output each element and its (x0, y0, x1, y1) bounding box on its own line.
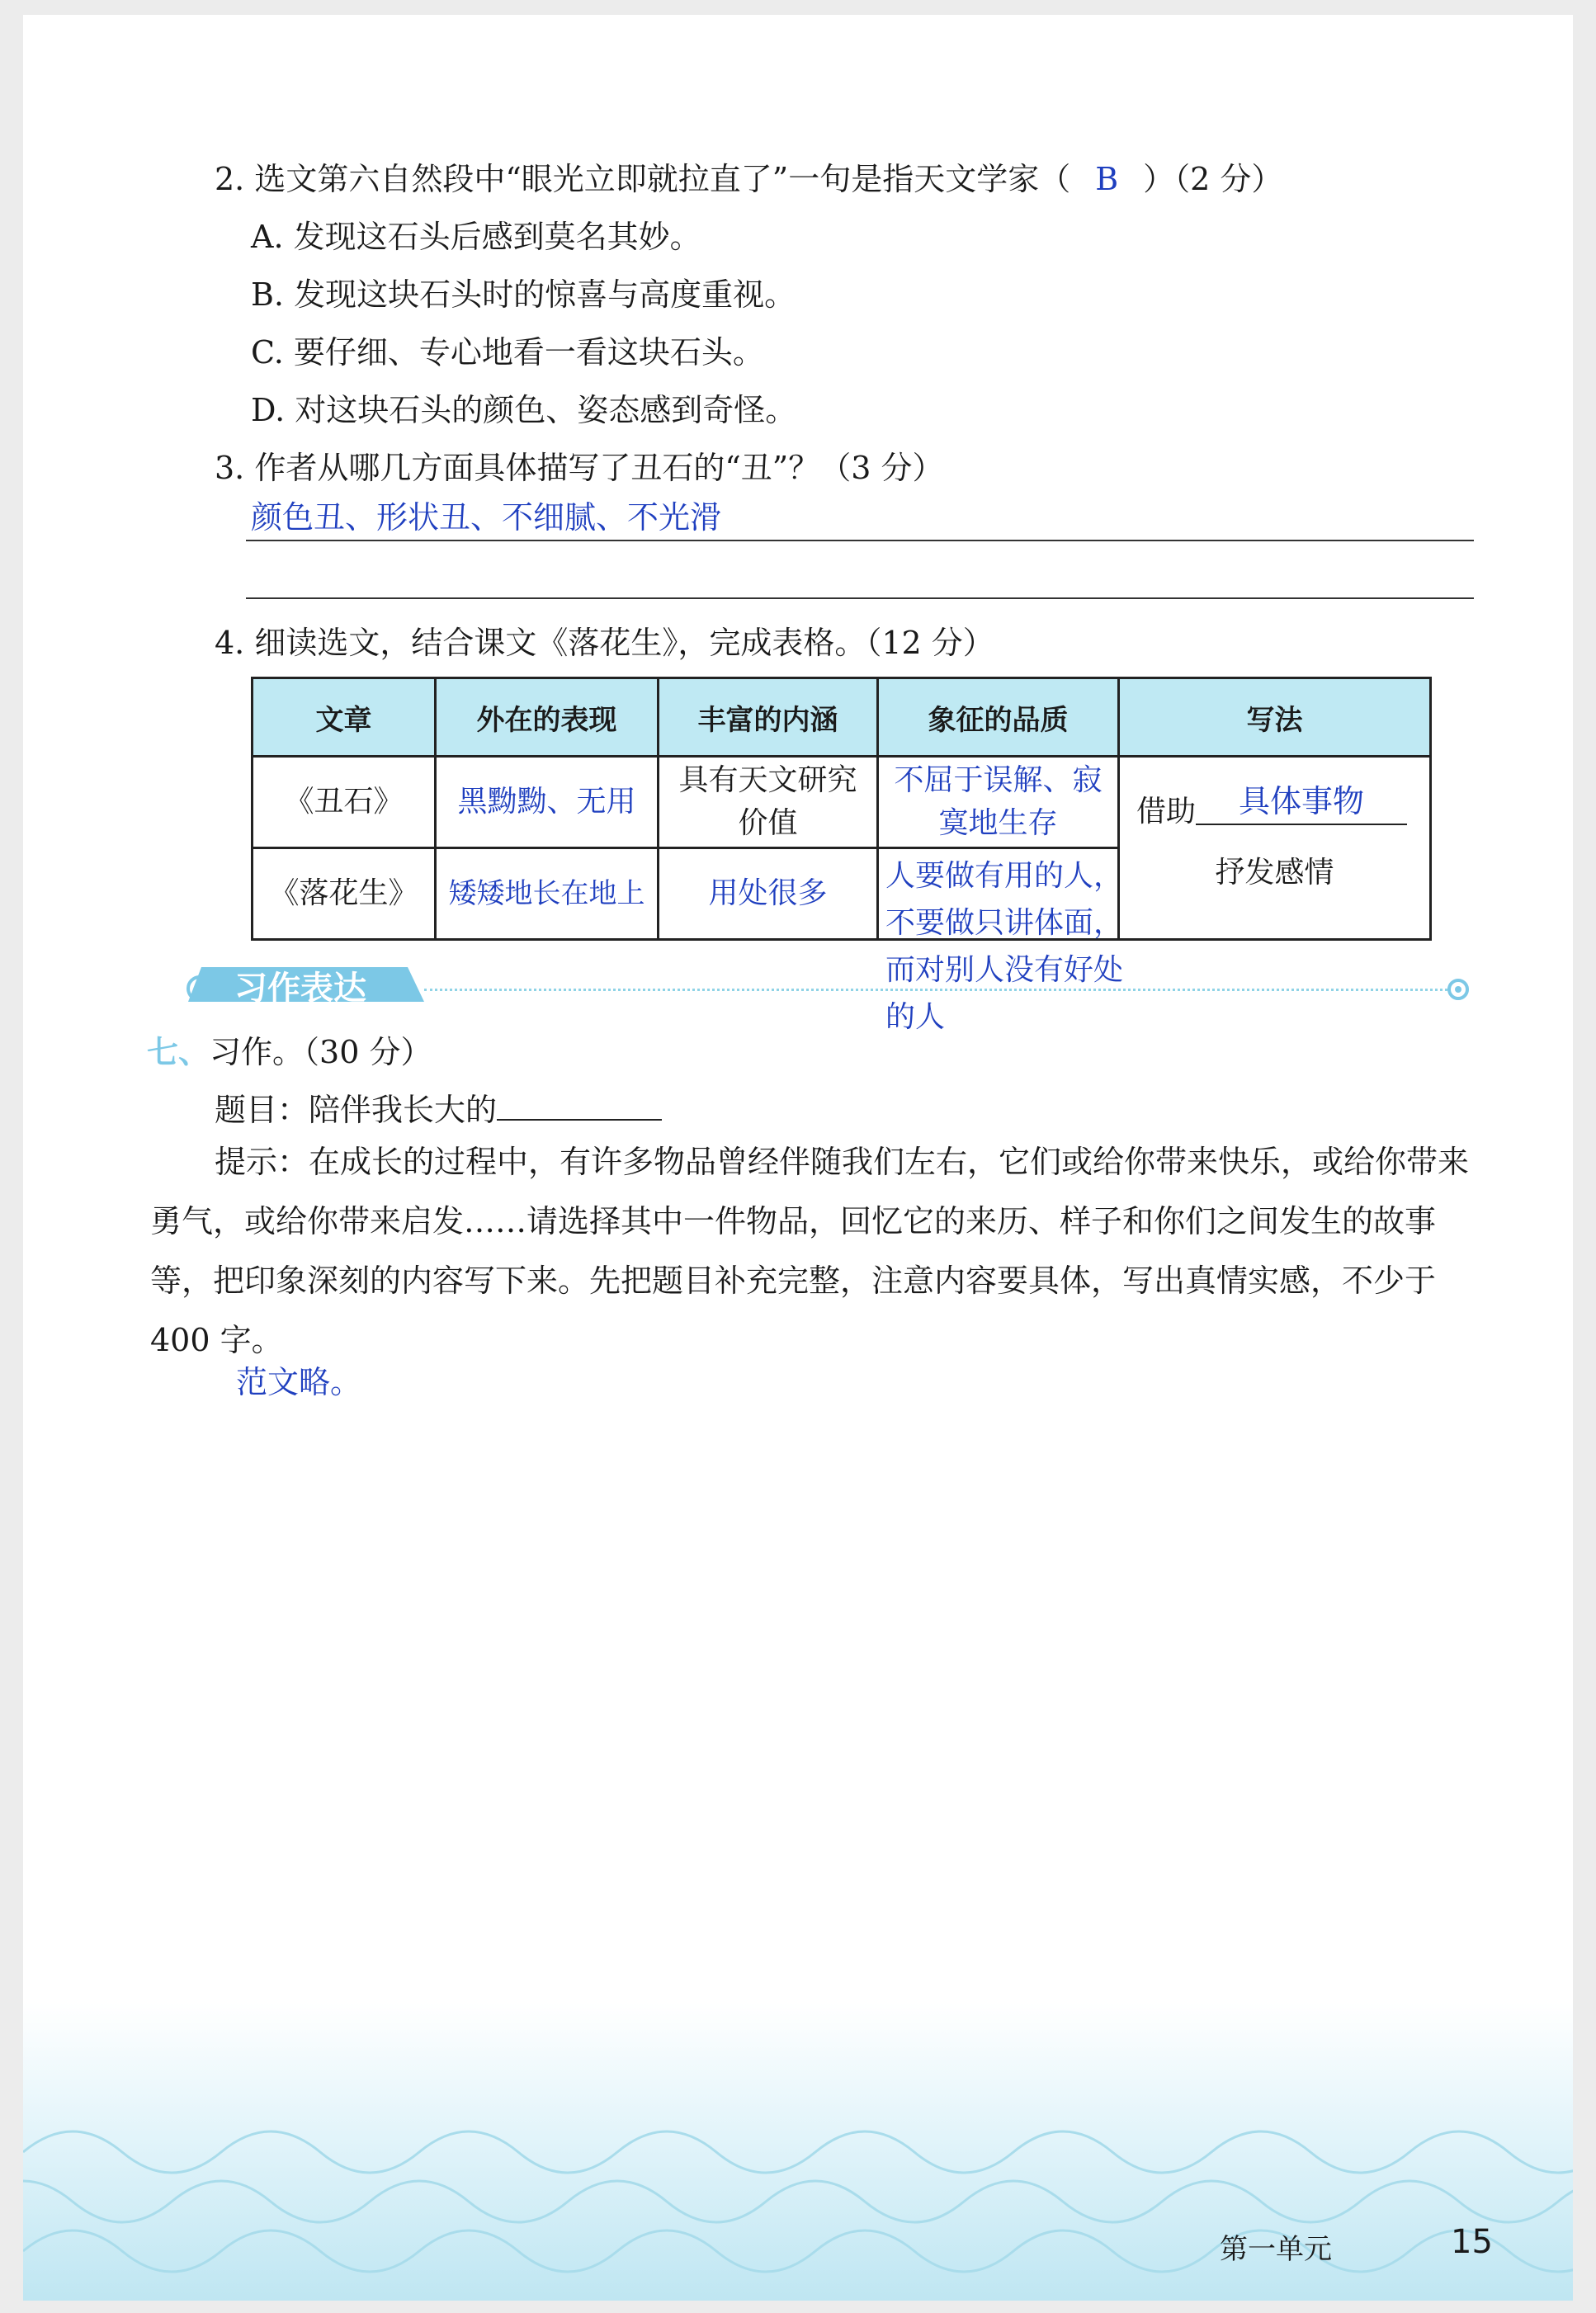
topic-blank (497, 1091, 662, 1121)
essay-answer: 范文略。 (236, 1364, 362, 1400)
essay-topic (215, 1084, 662, 1130)
header-meaning: 丰富的内涵 (659, 678, 878, 757)
cell-meaning: 具有天文研究价值 (659, 757, 878, 848)
q2-option-b: B. 发现这块石头时的惊喜与高度重视。 (251, 276, 796, 313)
method-prefix: 借助 (1136, 795, 1197, 828)
essay-topic-text: 题目：陪伴我长大的 (215, 1092, 498, 1128)
q3-answer: 颜色丑、形状丑、不细腻、不光滑 (251, 499, 722, 536)
header-appearance: 外在的表现 (436, 678, 659, 757)
section-heading (147, 1027, 432, 1072)
q2-option-a: A. 发现这石头后感到莫名其妙。 (251, 219, 701, 255)
footer-unit: 第一单元 (1220, 2233, 1332, 2266)
page-number: 15 (1451, 2223, 1493, 2261)
table-header-row (253, 678, 1431, 757)
table-row (253, 757, 1431, 848)
q4-stem: 4. 细读选文，结合课文《落花生》，完成表格。（12 分） (215, 625, 994, 661)
answer-line-1 (246, 540, 1474, 541)
cell-quality (878, 848, 1124, 1034)
method-answer: 具体事物 (1196, 779, 1407, 825)
q2-stem-text: 2. 选文第六自然段中“眼光立即就拉直了”一句是指天文学家（ (215, 161, 1071, 197)
cell-appearance: 矮矮地长在地上 (436, 848, 659, 940)
header-quality: 象征的品质 (878, 678, 1119, 757)
q2-option-c: C. 要仔细、专心地看一看这块石头。 (251, 334, 764, 371)
header-article: 文章 (253, 678, 436, 757)
section-divider (424, 989, 1447, 991)
flower-icon (1446, 977, 1471, 1002)
q2-answer: B (1095, 161, 1119, 197)
cell-method (1119, 757, 1431, 940)
quality-overflow-text: 人要做有用的人，不要做只讲体面，而对别人没有好处的人 (885, 859, 1124, 1034)
q2-option-d: D. 对这块石头的颜色、姿态感到奇怪。 (251, 392, 797, 428)
cell-article: 《丑石》 (253, 757, 436, 848)
method-suffix: 抒发感情 (1215, 856, 1334, 890)
section-number: 七、 (147, 1033, 210, 1070)
section-banner-label: 习作表达 (234, 970, 366, 1008)
section-title: 习作。（30 分） (210, 1034, 432, 1070)
q2-stem (215, 153, 1282, 199)
cell-meaning: 用处很多 (659, 848, 878, 940)
header-method: 写法 (1119, 678, 1431, 757)
essay-prompt: 提示：在成长的过程中，有许多物品曾经伴随我们左右，它们或给你带来快乐，或给你带来勇气，或给你带来启发……请选择其中一件物品，回忆它的来历、样子和你们之间发生的故事等，把印象深刻的内容写下来。先把题目补充完整，注意内容要具体，写出真情实感，不少于 400 字。 (150, 1144, 1470, 1358)
cell-quality: 不屈于误解、寂寞地生存 (878, 757, 1119, 848)
cell-article: 《落花生》 (253, 848, 436, 940)
q2-tail: ）（2 分） (1143, 161, 1283, 197)
wave-decoration (23, 2004, 1573, 2301)
cell-appearance: 黑黝黝、无用 (436, 757, 659, 848)
answer-line-2 (246, 597, 1474, 599)
q3-stem: 3. 作者从哪几方面具体描写了丑石的“丑”？（3 分） (215, 450, 944, 486)
workbook-page (23, 15, 1573, 2301)
